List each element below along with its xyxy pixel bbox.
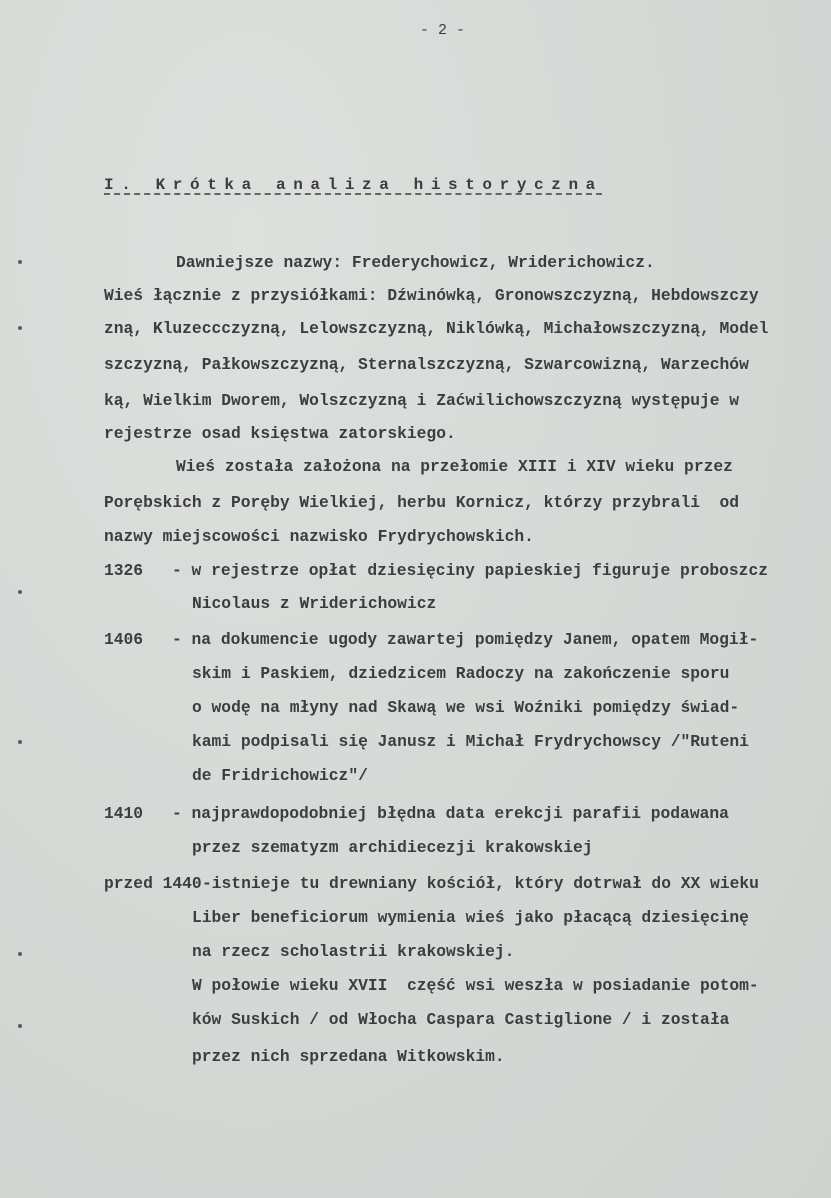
entry-line: - w rejestrze opłat dziesięciny papieskiej figuruje proboszcz: [172, 561, 768, 580]
entry-line: kami podpisali się Janusz i Michał Frydrychowscy /"Ruteni: [192, 732, 749, 751]
entry-line: - najprawdopodobniej błędna data erekcji parafii podawana: [172, 804, 729, 823]
section-title: I. Krótka analiza historyczna: [104, 176, 603, 194]
entry-line: o wodę na młyny nad Skawą we wsi Woźniki pomiędzy świad-: [192, 698, 740, 717]
entry-line: Liber beneficiorum wymienia wieś jako płacącą dziesięcinę: [192, 908, 749, 927]
page-number: - 2 -: [420, 22, 466, 39]
entry-year: przed 1440: [104, 874, 202, 893]
margin-mark: [18, 1024, 22, 1028]
entry-line: na rzecz scholastrii krakowskiej.: [192, 942, 515, 961]
entry-line: przez szematyzm archidiecezji krakowskiej: [192, 838, 593, 857]
margin-mark: [18, 740, 22, 744]
former-names: Dawniejsze nazwy: Frederychowicz, Wriderichowicz.: [176, 253, 655, 272]
margin-mark: [18, 260, 22, 264]
entry-line: W połowie wieku XVII część wsi weszła w posiadanie potom-: [192, 976, 759, 995]
entry-line: ków Suskich / od Włocha Caspara Castiglione / i została: [192, 1010, 730, 1029]
entry-year: 1326: [104, 561, 144, 580]
entry-line: - na dokumencie ugody zawartej pomiędzy Janem, opatem Mogił-: [172, 630, 759, 649]
hamlets-line: rejestrze osad księstwa zatorskiego.: [104, 424, 456, 443]
hamlets-line: szczyzną, Pałkowszczyzną, Sternalszczyzną, Szwarcowizną, Warzechów: [104, 355, 749, 374]
entry-year: 1406: [104, 630, 144, 649]
margin-mark: [18, 326, 22, 330]
hamlets-line: ką, Wielkim Dworem, Wolszczyzną i Zaćwilichowszczyzną występuje w: [104, 391, 740, 410]
entry-line: -istnieje tu drewniany kościół, który dotrwał do XX wieku: [202, 874, 759, 893]
hamlets-line: Wieś łącznie z przysiółkami: Dźwinówką, Gronowszczyzną, Hebdowszczy: [104, 286, 759, 305]
entry-line: de Fridrichowicz"/: [192, 766, 368, 785]
entry-year: 1410: [104, 804, 144, 823]
founding-line: Wieś została założona na przełomie XIII i XIV wieku przez: [176, 457, 733, 476]
entry-line: skim i Paskiem, dziedzicem Radoczy na zakończenie sporu: [192, 664, 730, 683]
founding-line: Porębskich z Poręby Wielkiej, herbu Kornicz, którzy przybrali od: [104, 493, 740, 512]
founding-line: nazwy miejscowości nazwisko Frydrychowskich.: [104, 527, 534, 546]
hamlets-line: zną, Kluzeccczyzną, Lelowszczyzną, Niklówką, Michałowszczyzną, Model: [104, 319, 769, 338]
entry-line: przez nich sprzedana Witkowskim.: [192, 1047, 505, 1066]
margin-mark: [18, 952, 22, 956]
entry-line: Nicolaus z Wriderichowicz: [192, 594, 437, 613]
margin-mark: [18, 590, 22, 594]
